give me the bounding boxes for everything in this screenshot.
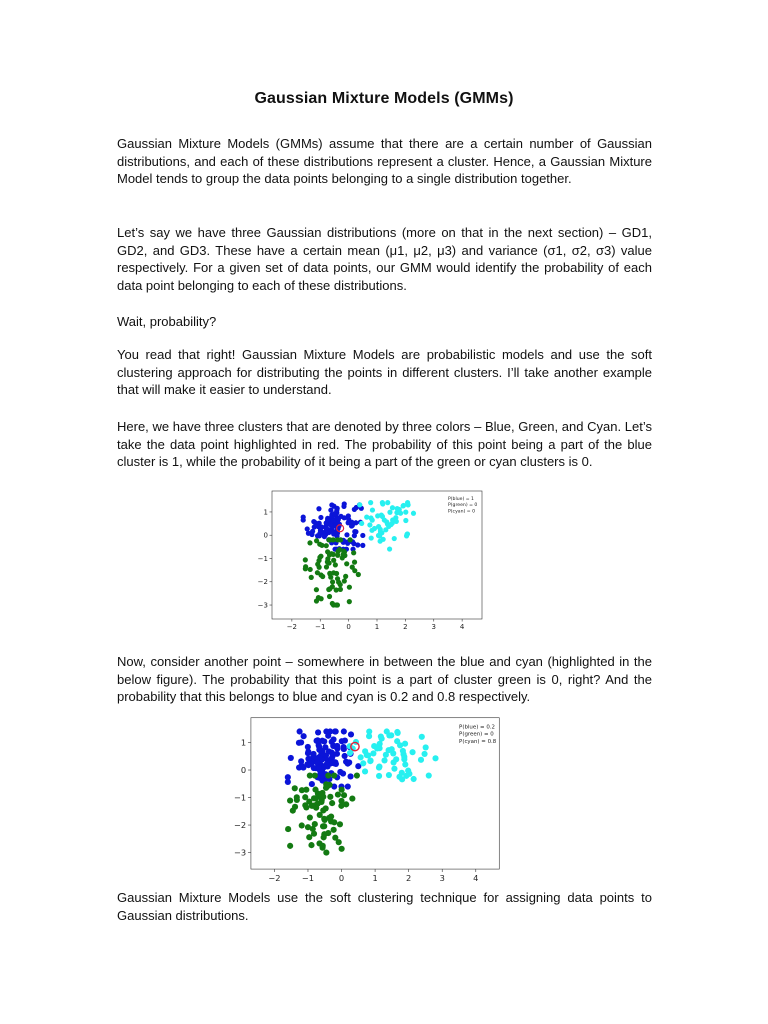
green-point	[319, 596, 324, 601]
blue-point	[350, 523, 355, 528]
cyan-point	[418, 757, 424, 763]
legend-entry: P(green) = 0	[459, 731, 494, 738]
blue-point	[300, 765, 306, 771]
cyan-point	[432, 755, 438, 761]
green-point	[315, 570, 320, 575]
scatter-plot	[232, 713, 504, 888]
green-point	[326, 587, 331, 592]
blue-point	[316, 506, 321, 511]
blue-point	[332, 511, 337, 516]
green-point	[307, 540, 312, 545]
green-point	[306, 834, 312, 840]
blue-point	[334, 751, 340, 757]
green-point	[327, 537, 332, 542]
blue-point	[323, 761, 329, 767]
cyan-point	[382, 517, 387, 522]
green-point	[334, 602, 339, 607]
green-point	[339, 846, 345, 852]
blue-point	[341, 728, 347, 734]
y-tick-label: −1	[234, 792, 247, 803]
blue-point	[347, 773, 353, 779]
cyan-point	[360, 760, 366, 766]
green-point	[336, 839, 342, 845]
green-point	[309, 575, 314, 580]
green-point	[349, 796, 355, 802]
green-point	[347, 599, 352, 604]
blue-point	[305, 749, 311, 755]
y-tick-label: 0	[240, 764, 247, 775]
blue-point	[315, 729, 321, 735]
cyan-point	[368, 500, 373, 505]
green-point	[325, 772, 331, 778]
cyan-point	[426, 772, 432, 778]
green-point	[287, 798, 293, 804]
green-point	[320, 843, 326, 849]
blue-point	[305, 756, 311, 762]
cyan-point	[384, 728, 390, 734]
cyan-point	[409, 749, 415, 755]
green-point	[292, 785, 298, 791]
cyan-point	[369, 535, 374, 540]
green-point	[318, 793, 324, 799]
y-tick-label: −2	[234, 819, 247, 830]
green-point	[331, 558, 336, 563]
blue-point	[348, 731, 354, 737]
blue-point	[345, 783, 351, 789]
cyan-point	[406, 502, 411, 507]
legend-entry: P(blue) = 0.2	[459, 724, 495, 731]
green-point	[307, 814, 313, 820]
green-point	[343, 574, 348, 579]
cyan-point	[375, 513, 380, 518]
green-point	[347, 585, 352, 590]
cyan-point	[403, 510, 408, 515]
paragraph-soft-clustering: You read that right! Gaussian Mixture Models are probabilistic models and use the soft clustering approach for distributing the points in different clusters. I’ll take another example that will make it easier to understand.	[117, 347, 652, 398]
cyan-point	[369, 528, 374, 533]
green-point	[333, 562, 338, 567]
green-point	[338, 803, 344, 809]
cyan-point	[385, 500, 390, 505]
cyan-point	[381, 757, 387, 763]
blue-point	[325, 518, 330, 523]
green-point	[342, 578, 347, 583]
green-point	[351, 550, 356, 555]
blue-point	[344, 532, 349, 537]
cyan-point	[386, 747, 392, 753]
green-point	[308, 567, 313, 572]
cyan-point	[365, 752, 371, 758]
cyan-point	[383, 527, 388, 532]
cyan-point	[359, 521, 364, 526]
cyan-point	[403, 518, 408, 523]
x-tick-label: −1	[301, 872, 315, 883]
cyan-point	[391, 759, 397, 765]
green-point	[339, 787, 345, 793]
green-point	[315, 562, 320, 567]
green-point	[329, 551, 334, 556]
cyan-point	[401, 503, 406, 508]
blue-point	[301, 517, 306, 522]
cyan-point	[405, 768, 411, 774]
cyan-point	[391, 518, 396, 523]
cyan-point	[366, 733, 372, 739]
blue-point	[355, 542, 360, 547]
legend-entry: P(blue) = 1	[448, 497, 474, 502]
cyan-point	[391, 766, 397, 772]
green-point	[341, 552, 346, 557]
green-point	[303, 787, 309, 793]
blue-point	[312, 524, 317, 529]
cyan-point	[378, 527, 383, 532]
cyan-point	[370, 507, 375, 512]
green-point	[319, 543, 324, 548]
green-point	[330, 579, 335, 584]
cyan-point	[399, 770, 405, 776]
y-tick-label: 0	[263, 531, 268, 540]
scatter-figure-2	[232, 713, 504, 888]
paragraph-question: Wait, probability?	[117, 314, 217, 329]
x-tick-label: 4	[473, 872, 479, 883]
blue-point	[332, 728, 338, 734]
green-point	[310, 826, 316, 832]
blue-point	[360, 543, 365, 548]
y-tick-label: 1	[263, 508, 268, 517]
y-tick-label: −3	[234, 847, 247, 858]
legend-entry: P(green) = 0	[448, 503, 478, 509]
green-point	[352, 560, 357, 565]
green-point	[320, 574, 325, 579]
x-tick-label: −2	[268, 872, 281, 883]
paragraph-conclusion: Gaussian Mixture Models use the soft clustering technique for assigning data points to Gaussian distributions.	[117, 890, 652, 923]
cyan-point	[392, 536, 397, 541]
blue-point	[296, 740, 302, 746]
cyan-point	[402, 761, 408, 767]
cyan-point	[411, 776, 417, 782]
green-point	[314, 587, 319, 592]
green-point	[341, 792, 347, 798]
cyan-point	[387, 510, 392, 515]
y-tick-label: −1	[257, 554, 268, 563]
green-point	[328, 813, 334, 819]
green-point	[338, 582, 343, 587]
x-tick-label: 1	[374, 623, 380, 631]
green-point	[335, 576, 340, 581]
green-point	[308, 842, 314, 848]
cyan-point	[404, 533, 409, 538]
blue-point	[360, 533, 365, 538]
green-point	[324, 783, 330, 789]
green-point	[323, 849, 329, 855]
x-tick-label: −2	[286, 623, 298, 631]
cyan-point	[387, 546, 392, 551]
cyan-point	[378, 733, 384, 739]
green-point	[335, 792, 341, 798]
green-point	[294, 794, 300, 800]
legend-entry: P(cyan) = 0.8	[459, 739, 497, 746]
paragraph-intro: Gaussian Mixture Models (GMMs) assume that there are a certain number of Gaussian distributions, and each of these distributions represent a cluster. Hence, a Gaussian Mixture Model tends to group the data points belonging to a single distribution together.	[117, 136, 652, 187]
green-point	[327, 794, 333, 800]
blue-point	[342, 501, 347, 506]
x-tick-label: 4	[459, 623, 465, 631]
cyan-point	[385, 522, 390, 527]
green-point	[331, 827, 337, 833]
green-point	[320, 823, 326, 829]
green-point	[329, 800, 335, 806]
y-tick-label: 1	[240, 737, 247, 748]
cyan-point	[390, 505, 395, 510]
blue-point	[346, 759, 352, 765]
x-tick-label: 1	[372, 872, 378, 883]
cyan-point	[376, 765, 382, 771]
x-tick-label: 2	[403, 623, 408, 631]
legend-entry: P(cyan) = 0	[448, 509, 476, 515]
cyan-point	[357, 502, 362, 507]
green-point	[337, 821, 343, 827]
blue-point	[341, 746, 347, 752]
cyan-point	[367, 758, 373, 764]
cyan-point	[358, 754, 364, 760]
green-point	[344, 561, 349, 566]
cyan-point	[380, 501, 385, 506]
blue-point	[346, 517, 351, 522]
cyan-point	[376, 773, 382, 779]
blue-point	[311, 765, 317, 771]
cyan-point	[401, 754, 407, 760]
y-tick-label: −2	[257, 578, 268, 587]
cyan-point	[411, 511, 416, 516]
green-point	[324, 564, 329, 569]
green-point	[325, 830, 331, 836]
cyan-point	[395, 730, 401, 736]
x-tick-label: 0	[338, 872, 345, 883]
green-point	[315, 801, 321, 807]
green-point	[290, 808, 296, 814]
blue-point	[301, 733, 307, 739]
blue-point	[329, 760, 335, 766]
green-point	[285, 826, 291, 832]
green-point	[328, 575, 333, 580]
x-tick-label: 3	[439, 872, 445, 883]
green-point	[287, 843, 293, 849]
cyan-point	[364, 515, 369, 520]
blue-point	[288, 755, 294, 761]
blue-point	[315, 737, 321, 743]
blue-point	[329, 502, 334, 507]
scatter-figure-1	[256, 487, 486, 635]
blue-point	[352, 529, 357, 534]
blue-point	[334, 743, 340, 749]
cyan-point	[386, 772, 392, 778]
blue-point	[285, 779, 291, 785]
green-point	[303, 557, 308, 562]
x-tick-label: 3	[431, 623, 436, 631]
cyan-point	[423, 744, 429, 750]
cyan-point	[374, 745, 380, 751]
green-point	[327, 594, 332, 599]
green-point	[299, 822, 305, 828]
green-point	[317, 555, 322, 560]
blue-point	[306, 531, 311, 536]
blue-point	[330, 529, 335, 534]
blue-point	[309, 781, 315, 787]
paragraph-between-point: Now, consider another point – somewhere in between the blue and cyan (highlighted in the below figure). The probability that this point is a part of cluster green is 0, right? And the probability that this belongs to blue and cyan is 0.2 and 0.8 respectively.	[117, 654, 652, 705]
green-point	[354, 772, 360, 778]
cyan-point	[370, 518, 375, 523]
paragraph-distributions: Let’s say we have three Gaussian distributions (more on that in the next section) – GD1, GD2, and GD3. These have a certain mean (μ1, μ2, μ3) and variance (σ1, σ2, σ3) value respectively. For a given set of data points, our GMM would identify the probability of each data point belonging to each of these distributions.	[117, 225, 652, 293]
blue-point	[340, 770, 346, 776]
blue-point	[319, 524, 324, 529]
cyan-point	[367, 522, 372, 527]
cyan-point	[370, 750, 376, 756]
blue-point	[329, 739, 335, 745]
green-point	[334, 587, 339, 592]
cyan-point	[362, 768, 368, 774]
blue-point	[323, 728, 329, 734]
cyan-point	[419, 734, 425, 740]
green-point	[303, 566, 308, 571]
blue-point	[319, 773, 325, 779]
blue-point	[339, 738, 345, 744]
paragraph-three-clusters: Here, we have three clusters that are denoted by three colors – Blue, Green, and Cyan. Let’s take the data point highlighted in red. The probability of this point being a part of the blue cluster is 1, while the probability of it being a part of the green or cyan clusters is 0.	[117, 419, 652, 470]
blue-point	[317, 531, 322, 536]
green-point	[313, 795, 319, 801]
scatter-plot	[256, 487, 486, 635]
green-point	[323, 805, 329, 811]
green-point	[352, 568, 357, 573]
green-point	[348, 537, 353, 542]
blue-point	[316, 744, 322, 750]
green-point	[335, 553, 340, 558]
cyan-point	[378, 539, 383, 544]
green-point	[325, 559, 330, 564]
blue-point	[297, 728, 303, 734]
green-point	[356, 572, 361, 577]
x-tick-label: 0	[346, 623, 351, 631]
cyan-point	[400, 748, 406, 754]
green-point	[331, 772, 337, 778]
x-tick-label: 2	[406, 872, 412, 883]
green-point	[338, 537, 343, 542]
blue-point	[329, 523, 334, 528]
blue-point	[338, 514, 343, 519]
x-tick-label: −1	[315, 623, 326, 631]
green-point	[334, 571, 339, 576]
y-tick-label: −3	[257, 601, 268, 610]
cyan-point	[397, 742, 403, 748]
cyan-point	[397, 507, 402, 512]
blue-point	[314, 759, 320, 765]
blue-point	[318, 515, 323, 520]
page-title: Gaussian Mixture Models (GMMs)	[254, 90, 514, 107]
cyan-point	[421, 751, 427, 757]
blue-point	[342, 753, 348, 759]
green-point	[307, 772, 313, 778]
